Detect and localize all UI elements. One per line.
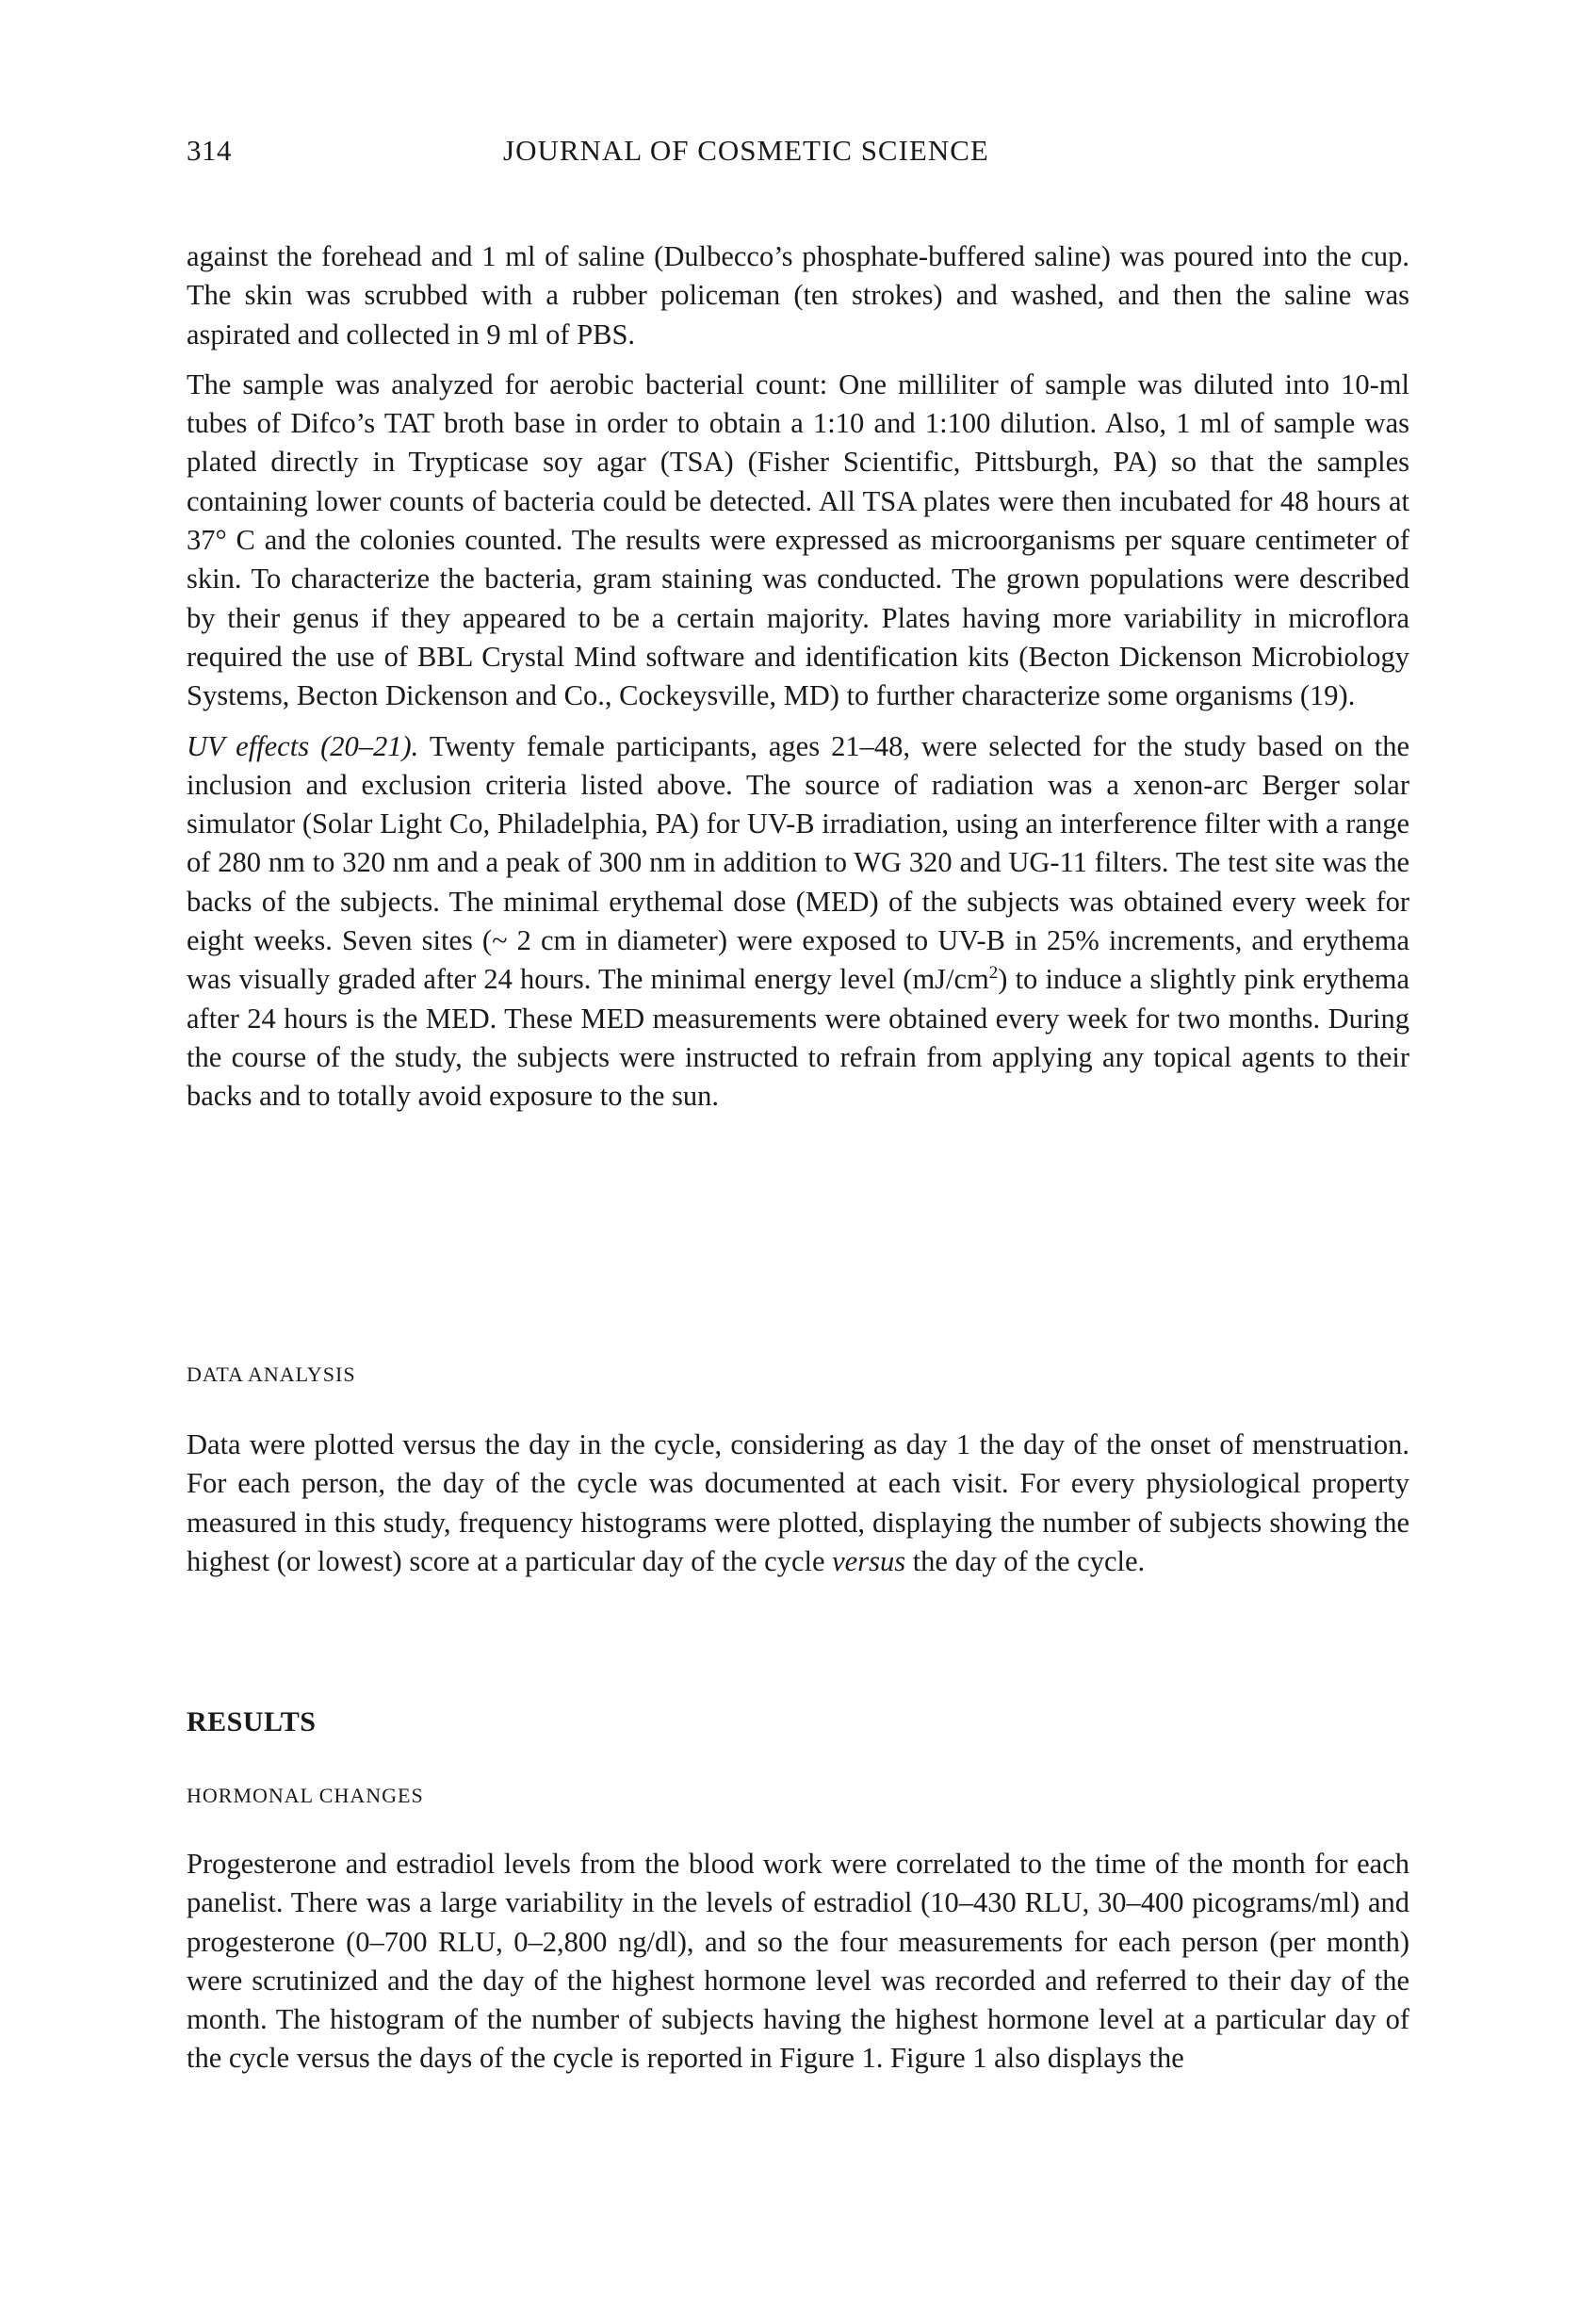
methods-text bbox=[187, 237, 1409, 1117]
page-number: 314 bbox=[187, 134, 232, 167]
data-analysis-heading: DATA ANALYSIS bbox=[187, 1362, 356, 1386]
data-analysis-text-1: Data were plotted versus the day in the cycle, considering as day 1 the day of the onset of menstruation. For each person, the day of the cycle was documented at each visit. For every physiological property measured in this study, frequency histograms were plotted, displaying the number of subjects showing the highest (or lowest) score at a particular day of the cycle bbox=[187, 1428, 1409, 1577]
running-title: JOURNAL OF COSMETIC SCIENCE bbox=[503, 134, 989, 167]
uv-effects-text-1: Twenty female participants, ages 21–48, were selected for the study based on the inclusion and exclusion criteria listed above. The source of radiation was a xenon-arc Berger solar simulator (Solar Light Co, Philadelphia, PA) for UV-B irradiation, using an interference filter with a range of 280 nm to 320 nm and a peak of 300 nm in addition to WG 320 and UG-11 filters. The test site was the backs of the subjects. The minimal erythemal dose (MED) of the subjects was obtained every week for eight weeks. Seven sites (~ 2 cm in diameter) were exposed to UV-B in 25% increments, and erythema was visually graded after 24 hours. The minimal energy level (mJ/cm bbox=[187, 729, 1410, 996]
uv-effects-text-2: ) to induce a slightly pink erythema after 24 hours is the MED. These MED measurements were obtained every week for two months. During the course of the study, the subjects were instructed to refrain from applying any topical agents to their backs and to totally avoid exposure to the sun. bbox=[187, 963, 1410, 1113]
data-analysis-text bbox=[187, 1426, 1409, 1581]
data-analysis-text-2: the day of the cycle. bbox=[905, 1544, 1146, 1577]
uv-effects-lead-in: UV effects (20–21). bbox=[187, 729, 419, 762]
results-heading: RESULTS bbox=[187, 1706, 317, 1737]
data-analysis-paragraph bbox=[187, 1426, 1409, 1581]
methods-paragraph-bacterial-count: The sample was analyzed for aerobic bacterial count: One milliliter of sample was diluted into 10-ml tubes of Difco’s TAT broth base in order to obtain a 1:10 and 1:100 dilution. Also, 1 ml of sample was plated directly in Trypticase soy agar (TSA) (Fisher Scientific, Pittsburgh, PA) so that the samples containing lower counts of bacteria could be detected. All TSA plates were then incubated for 48 hours at 37° C and the colonies counted. The results were expressed as microorganisms per square centimeter of skin. To characterize the bacteria, gram staining was conducted. The grown populations were described by their genus if they appeared to be a certain majority. Plates having more variability in microflora required the use of BBL Crystal Mind software and identification kits (Becton Dickenson Microbiology Systems, Becton Dickenson and Co., Cockeysville, MD) to further characterize some organisms (19). bbox=[187, 367, 1409, 712]
methods-paragraph-uv-effects bbox=[187, 727, 1409, 1117]
hormonal-changes-paragraph: Progesterone and estradiol levels from the blood work were correlated to the time of the month for each panelist. There was a large variability in the levels of estradiol (10–430 RLU, 30–400 picograms/ml) and progesterone (0–700 RLU, 0–2,800 ng/dl), and so the four measurements for each person (per month) were scrutinized and the day of the highest hormone level was recorded and referred to their day of the month. The histogram of the number of subjects having the highest hormone level at a particular day of the cycle versus the days of the cycle is reported in Figure 1. Figure 1 also displays the bbox=[187, 1848, 1409, 2075]
page-header bbox=[187, 134, 1411, 171]
results-text bbox=[187, 1845, 1409, 2079]
methods-paragraph-saline: against the forehead and 1 ml of saline (Dulbecco’s phosphate-buffered saline) was poured into the cup. The skin was scrubbed with a rubber policeman (ten strokes) and washed, and then the saline was aspirated and collected in 9 ml of PBS. bbox=[187, 240, 1409, 351]
data-analysis-emphasis: versus bbox=[832, 1544, 906, 1577]
uv-effects-superscript: 2 bbox=[988, 963, 999, 984]
hormonal-changes-heading: HORMONAL CHANGES bbox=[187, 1784, 424, 1807]
